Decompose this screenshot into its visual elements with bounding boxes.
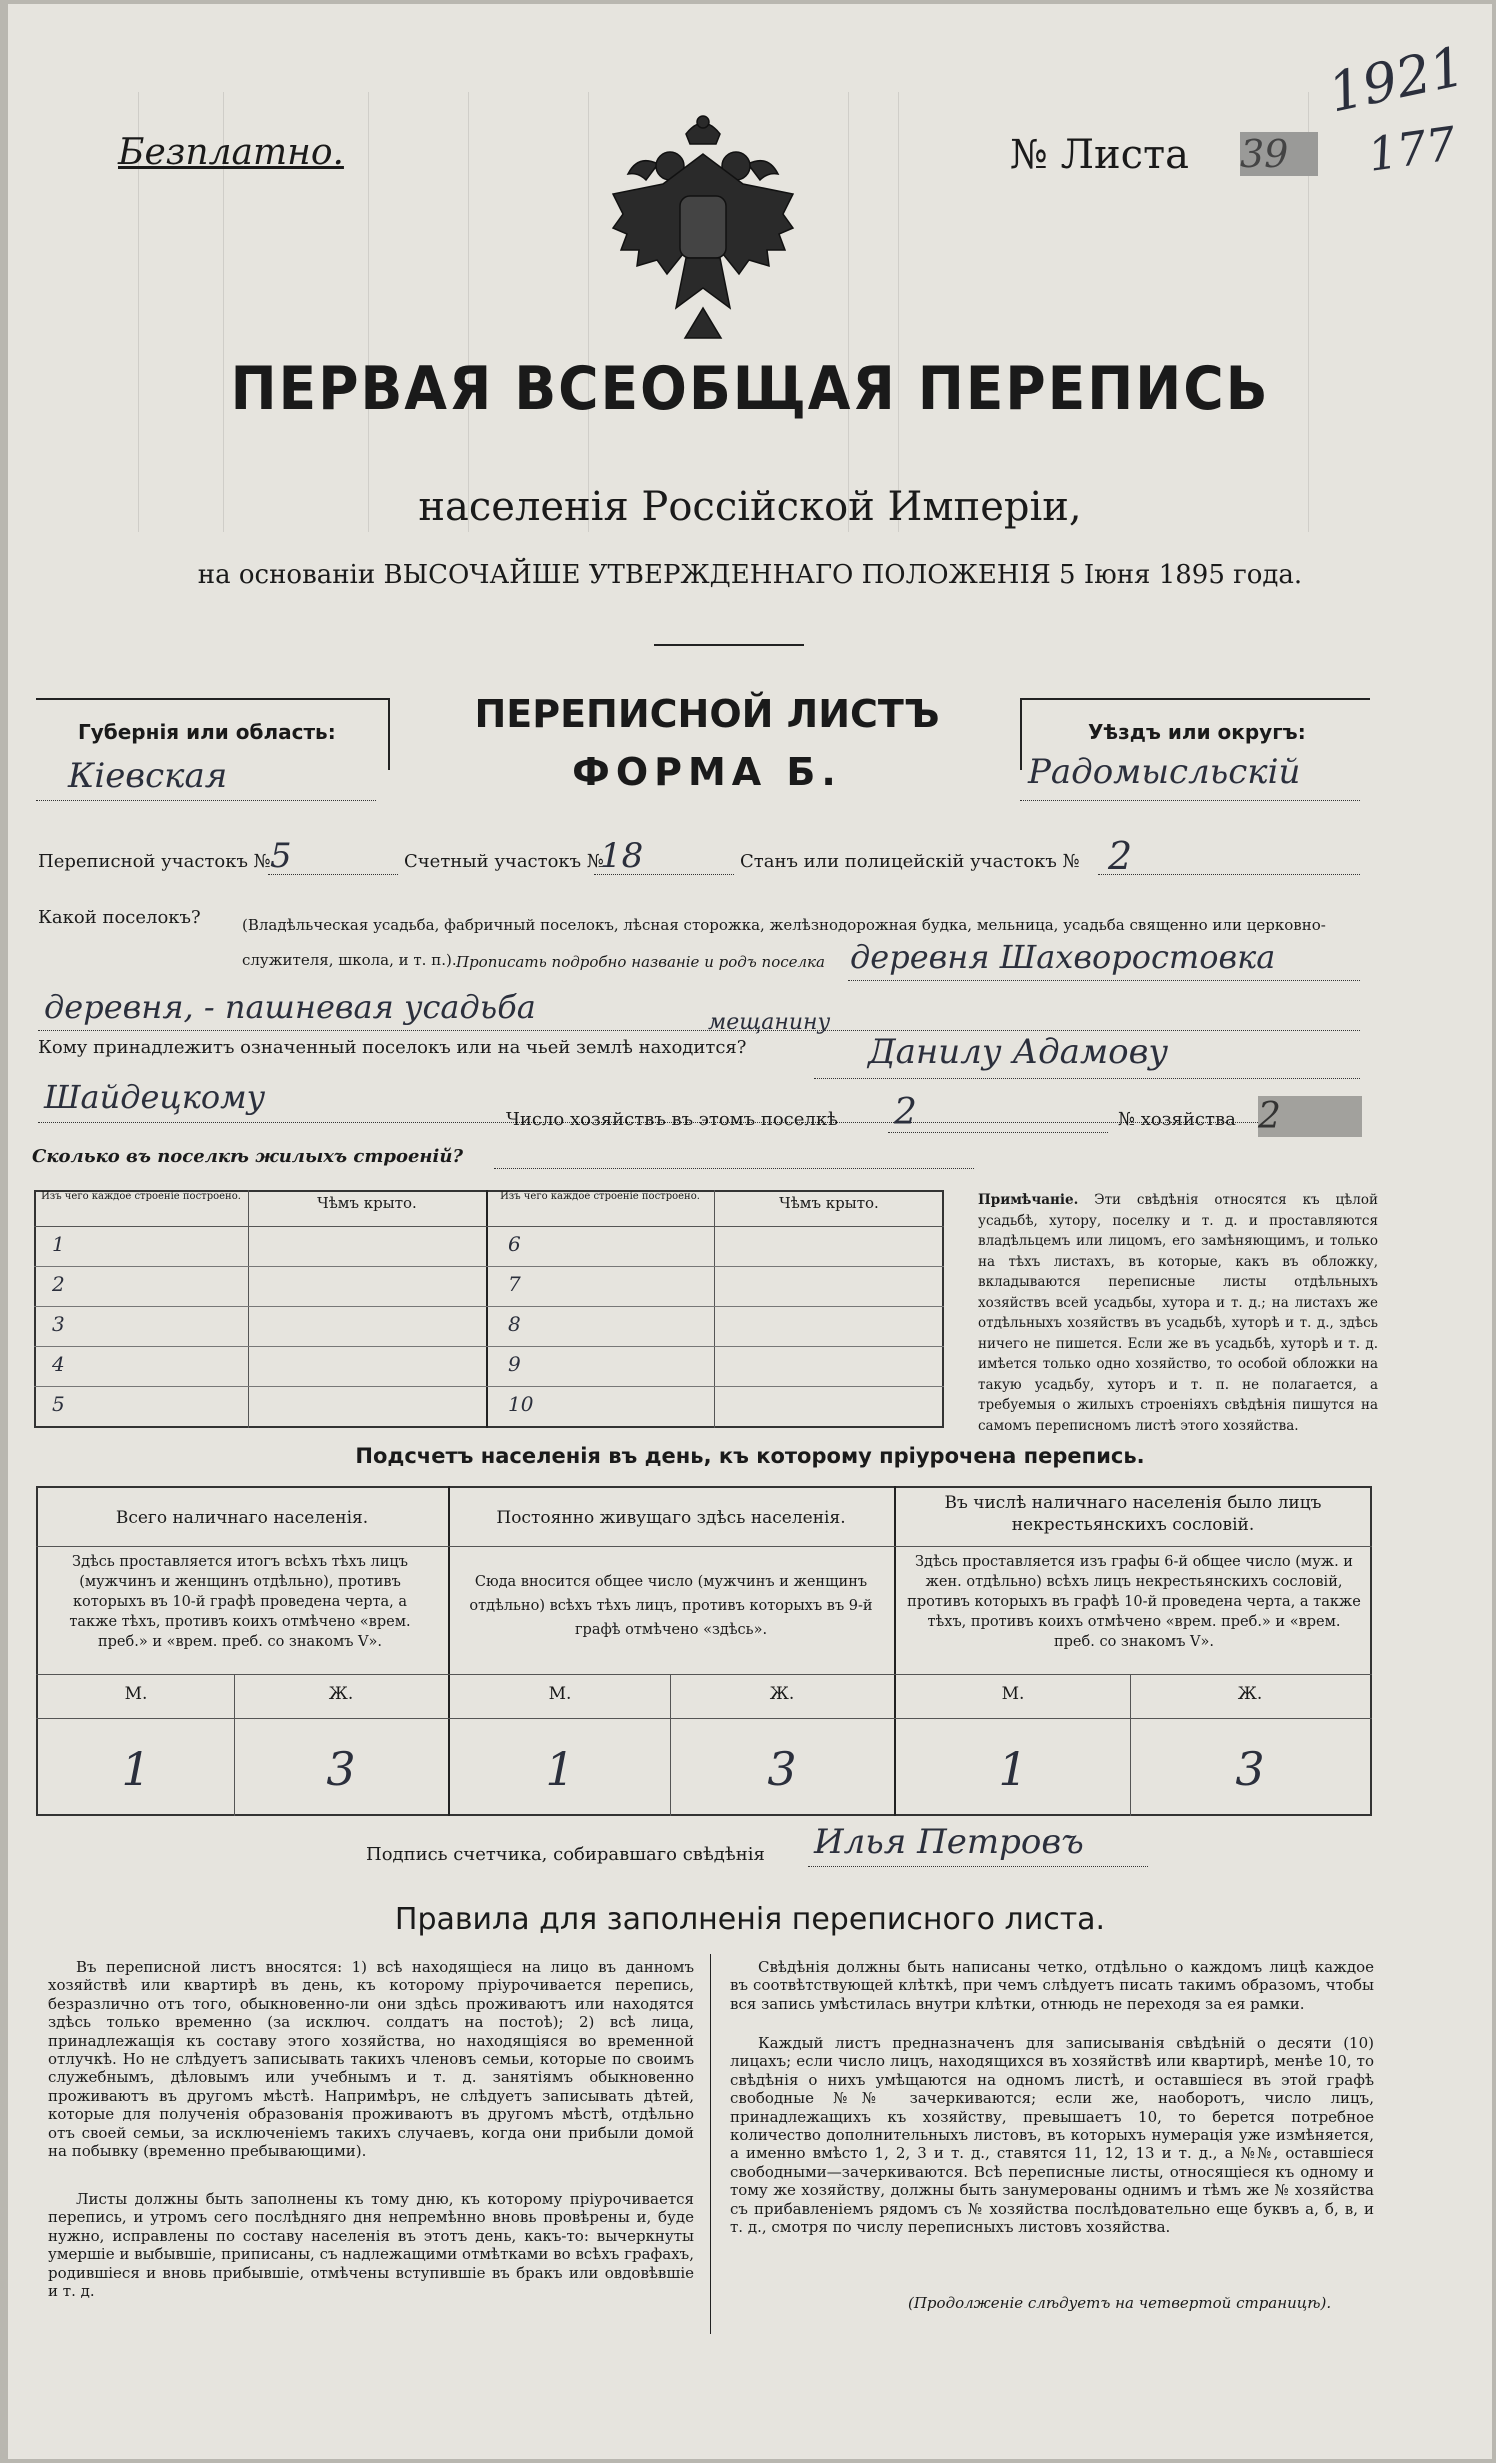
title-divider: [654, 644, 804, 646]
rules-right-p1: Свѣдѣнія должны быть написаны четко, отдѣльно о каждомъ лицѣ каждое въ соотвѣтствующей клѣткѣ, при чемъ слѣдуетъ писать такимъ образомъ, чтобы вся запись умѣстилась внутри клѣтки, отнюдь не переходя за ея рамки.: [730, 1958, 1374, 2013]
note-title: Примѣчаніе.: [978, 1192, 1079, 1208]
rules-left-p2: Листы должны быть заполнены къ тому дню, къ которому пріурочивается перепись, и утромъ сего послѣдняго дня непремѣнно вновь провѣрены и, буде нужно, исправлены по составу населенія въ этотъ день, какъ-то: вычеркнуты умершіе и выбывшіе, приписаны, съ надлежащими отмѣтками во всѣхъ графахъ, родившіеся и вновь прибывшіе, отмѣчены вступившіе въ бракъ или овдовѣвшіе и т. д.: [48, 2190, 694, 2301]
rules-right-p2: Каждый листъ предназначенъ для записыванія свѣдѣній о десяти (10) лицахъ; если число лицъ, находящихся въ хозяйствѣ или квартирѣ, менѣе 10, то свѣдѣнія о нихъ умѣщаются на одномъ листѣ, и оставшіеся въ этой графѣ свободные №№ зачеркиваются; если же, наоборотъ, число лицъ, принадлежащихъ къ хозяйству, превышаетъ 10, то берется потребное количество дополнительныхъ листовъ, въ которыхъ нумерація уже измѣняется, а именно вмѣсто 1, 2, 3 и т. д., ставятся 11, 12, 13 и т. д., а №№, оставшіеся свободными—зачеркиваются. Всѣ переписные листы, относящіеся къ одному и тому же хозяйству, должны быть занумерованы однимъ и тѣмъ же № хозяйства съ прибавленіемъ рядомъ съ № хозяйства послѣдовательно еще буквъ а, б, в, и т. д., смотря по числу переписныхъ листовъ хозяйства.: [730, 2034, 1374, 2237]
owner-label: Кому принадлежитъ означенный поселокъ или на чьей землѣ находится?: [38, 1037, 747, 1058]
male-column-label: М.: [548, 1684, 572, 1704]
form-type: ФОРМА Б.: [572, 750, 842, 794]
poselok-hint: (Владѣльческая усадьба, фабричный поселокъ, лѣсная сторожка, желѣзнодорожная будка, мельница, усадьба священно или церковно-служителя, школа, и т. п.).: [242, 916, 1326, 969]
table-row-line: [34, 1306, 944, 1307]
building-row-number: 1: [52, 1232, 65, 1256]
table-row-line: [34, 1266, 944, 1267]
note-text: Эти свѣдѣнія относятся къ цѣлой усадьбѣ, хутору, поселку и т. д. и проставляются владѣльцемъ или лицомъ, его замѣняющимъ, и только на тѣхъ листахъ, въ которые, какъ въ обложку, вкладываются переписные листы отдѣльныхъ хозяйствъ всей усадьбы, хутора и т. д.; на листахъ же отдѣльныхъ хозяйствъ въ усадьбѣ, хуторѣ и т. д., здѣсь ничего не пишется. Если же въ усадьбѣ, хуторѣ и т. д. имѣется только одно хозяйство, то особой обложки на такую усадьбу, хуторъ и т. п. не полагается, а требуемыя о жилыхъ строеніяхъ свѣдѣнія пишутся на самомъ переписномъ листѣ этого хозяйства.: [978, 1192, 1378, 1434]
perepis-uchastok-value: 5: [270, 836, 292, 876]
archive-number-1: 1921: [1322, 34, 1471, 125]
sheet-number-value: 39: [1240, 132, 1318, 176]
female-column-label: Ж.: [1237, 1684, 1263, 1704]
schetny-uchastok-label: Счетный участокъ №: [404, 851, 604, 872]
poselok-label: Какой поселокъ?: [38, 907, 201, 928]
building-row-number: 4: [52, 1352, 65, 1376]
hoz-count-value: 2: [894, 1092, 917, 1133]
poselok-instruction: Прописать подробно названіе и родъ поселка: [456, 953, 825, 971]
legal-basis: на основаніи ВЫСОЧАЙШЕ УТВЕРЖДЕННАГО ПОЛОЖЕНІЯ 5 Іюня 1895 года.: [197, 560, 1303, 590]
male-column-label: М.: [1001, 1684, 1025, 1704]
gubernia-label: Губернія или область:: [78, 720, 336, 744]
owner-correction: мещанину: [708, 1010, 831, 1035]
count-col3-desc: Здѣсь проставляется изъ графы 6-й общее число (муж. и жен. отдѣльно) всѣхъ лицъ некрестьянскихъ сословій, противъ которыхъ въ графѣ 10-й проведена черта, а также тѣхъ, противъ коихъ отмѣчено «врем. преб.» и «врем. преб. со знакомъ V».: [907, 1554, 1361, 1650]
imperial-eagle-icon: [598, 104, 808, 354]
female-column-label: Ж.: [328, 1684, 354, 1704]
count-value: 1: [998, 1742, 1028, 1796]
buildings-label: Сколько въ поселкѣ жилыхъ строеній?: [32, 1146, 464, 1167]
main-title: ПЕРВАЯ ВСЕОБЩАЯ ПЕРЕПИСЬ: [230, 354, 1270, 424]
count-col2-head: Постоянно живущаго здѣсь населенія.: [496, 1508, 846, 1528]
building-row-number: 2: [52, 1272, 65, 1296]
count-col3-head: Въ числѣ наличнаго населенія было лицъ некрестьянскихъ сословій.: [944, 1493, 1322, 1535]
table-row-line: [34, 1386, 944, 1387]
male-column-label: М.: [124, 1684, 148, 1704]
uezd-label: Уѣздъ или округъ:: [1088, 720, 1306, 744]
table-row-line: [34, 1346, 944, 1347]
female-column-label: Ж.: [769, 1684, 795, 1704]
count-title: Подсчетъ населенія въ день, къ которому пріурочена перепись.: [355, 1444, 1145, 1468]
building-row-number: 5: [52, 1392, 65, 1416]
hoz-count-label: Число хозяйствъ въ этомъ поселкѣ: [506, 1109, 838, 1130]
building-row-number: 7: [508, 1272, 521, 1296]
perepis-uchastok-label: Переписной участокъ №: [38, 851, 271, 872]
building-row-number: 6: [508, 1232, 521, 1256]
stan-label: Станъ или полицейскій участокъ №: [740, 851, 1080, 872]
owner-value-2: Шайдецкому: [44, 1078, 266, 1116]
count-value: 3: [326, 1742, 356, 1796]
note-block: [978, 1190, 1378, 1436]
poselok-value-2: деревня, - пашневая усадьба: [44, 988, 536, 1026]
subtitle: населенія Россійской Имперіи,: [418, 484, 1082, 530]
count-col1-head: Всего наличнаго населенія.: [115, 1508, 369, 1528]
count-value: 1: [121, 1742, 151, 1796]
poselok-value-1: деревня Шахворостовка: [850, 938, 1276, 976]
col-what-right: Изъ чего каждое строеніе построено.: [500, 1191, 700, 1202]
free-label: Безплатно.: [118, 132, 344, 173]
col-roof-right: Чѣмъ крыто.: [779, 1194, 879, 1212]
archive-number-2: 177: [1364, 116, 1460, 182]
form-title: ПЕРЕПИСНОЙ ЛИСТЪ: [474, 692, 940, 736]
census-sheet: [8, 4, 1492, 2459]
sheet-number-label: № Листа: [1010, 132, 1189, 178]
count-value: 1: [545, 1742, 575, 1796]
rules-title: Правила для заполненія переписного листа.: [394, 1902, 1106, 1937]
col-what-left: Изъ чего каждое строеніе построено.: [41, 1191, 241, 1202]
signature-value: Илья Петровъ: [814, 1822, 1084, 1862]
rules-left-p1: Въ переписной листъ вносятся: 1) всѣ находящіеся на лицо въ данномъ хозяйствѣ или квартирѣ въ день, къ которому пріурочивается перепись, безразлично отъ того, обыкновенно-ли они здѣсь проживаютъ или находятся здѣсь только временно (за исключ. солдатъ на постоѣ); 2) всѣ лица, принадлежащія къ составу этого хозяйства, но находящіяся во временной отлучкѣ. Но не слѣдуетъ записывать такихъ членовъ семьи, которые по своимъ служебнымъ, дѣловымъ или учебнымъ и т. д. занятіямъ обыкновенно проживаютъ въ другомъ мѣстѣ. Напримѣръ, не слѣдуетъ записывать дѣтей, которые для полученія образованія проживаютъ въ другомъ мѣстѣ, отдѣльно отъ своей семьи, за исключеніемъ такихъ случаевъ, когда они прибыли домой на побывку (временно пребывающими).: [48, 1958, 694, 2161]
schetny-uchastok-value: 18: [600, 836, 644, 876]
count-col2-desc: Сюда вносится общее число (мужчинъ и женщинъ отдѣльно) всѣхъ тѣхъ лицъ, противъ которыхъ въ 9-й графѣ отмѣчено «здѣсь».: [469, 1574, 873, 1638]
building-row-number: 3: [52, 1312, 65, 1336]
col-roof-left: Чѣмъ крыто.: [317, 1194, 417, 1212]
hoz-number-label: № хозяйства: [1118, 1109, 1236, 1130]
owner-value-1: Данилу Адамову: [868, 1032, 1169, 1072]
uezd-value: Радомысльскій: [1028, 752, 1301, 792]
count-col1-desc: Здѣсь проставляется итогъ всѣхъ тѣхъ лицъ (мужчинъ и женщинъ отдѣльно), противъ которыхъ въ 10-й графѣ проведена черта, а также тѣхъ, противъ коихъ отмѣчено «врем. преб.» и «врем. преб. со знакомъ V».: [69, 1554, 411, 1650]
gubernia-value: Кіевская: [68, 756, 228, 796]
building-row-number: 9: [508, 1352, 521, 1376]
count-value: 3: [767, 1742, 797, 1796]
building-row-number: 10: [508, 1392, 534, 1416]
building-row-number: 8: [508, 1312, 521, 1336]
stan-value: 2: [1108, 834, 1133, 878]
hoz-number-value: 2: [1258, 1096, 1362, 1137]
count-value: 3: [1235, 1742, 1265, 1796]
signature-label: Подпись счетчика, собиравшаго свѣдѣнія: [366, 1844, 765, 1865]
rules-continued: (Продолженіе слѣдуетъ на четвертой страницѣ).: [908, 2294, 1332, 2312]
